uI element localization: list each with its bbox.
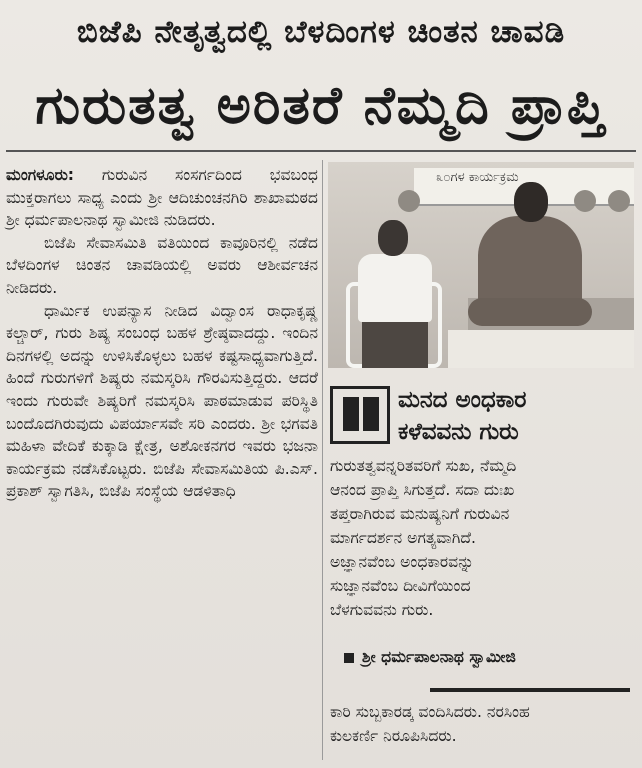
pull-quote-title-line: ಕಳೆವವನು ಗುರು [398,419,519,445]
pull-quote-line: ಗುರುತತ್ವವನ್ನರಿತವರಿಗೆ ಸುಖ, ನೆಮ್ಮದಿ [330,457,517,475]
column-divider [322,160,323,760]
continuation-line: ಕುಲಕರ್ಣಿ ನಿರೂಪಿಸಿದರು. [330,727,457,745]
article-body [6,164,318,503]
pull-quote-line: ಬೆಳಗುವವನು ಗುರು. [330,601,434,619]
pull-quote-attribution [344,648,634,667]
pull-quote-line: ಮಾರ್ಗದರ್ಶನ ಅಗತ್ಯವಾಗಿದೆ. [330,529,477,547]
continuation-line: ಕಾರಿ ಸುಬ್ಬಕಾರಡ್ಕ ವಂದಿಸಿದರು. ನರಸಿಂಹ [330,703,530,721]
stage-banner-text: ೩೦ಗಳ ಕಾರ್ಯಕ್ರಮ [436,170,519,185]
attribution-text: ಶ್ರೀ ಧರ್ಮಪಾಲನಾಥ ಸ್ವಾಮೀಜಿ [362,648,516,666]
pull-quote-line: ಆನಂದ ಪ್ರಾಪ್ತಿ ಸಿಗುತ್ತದೆ. ಸದಾ ದುಃಖ [330,481,515,499]
article-paragraph: ಧಾರ್ಮಿಕ ಉಪನ್ಯಾಸ ನೀಡಿದ ವಿದ್ವಾಂಸ ರಾಧಾಕೃಷ್ಣ ಕಲ್ಚಾರ್, ಗುರು ಶಿಷ್ಯ ಸಂಬಂಧ ಬಹಳ ಶ್ರೇಷ್ಠವಾದದ್ದು. ಇಂದಿನ ದಿನಗಳಲ್ಲಿ ಅದನ್ನು ಉಳಿಸಿಕೊಳ್ಳಲು ಬಹಳ ಕಷ್ಟಸಾಧ್ಯವಾಗುತ್ತಿದೆ. ಹಿಂದೆ ಗುರುಗಳಿಗೆ ಶಿಷ್ಯರು ನಮಸ್ಕರಿಸಿ ಗೌರವಿಸುತ್ತಿದ್ದರು. ಆದರೆ ಇಂದು ಗುರುವೇ ಶಿಷ್ಯರಿಗೆ ನಮಸ್ಕರಿಸಿ ಪಾಠಮಾಡುವ ಪರಿಸ್ಥಿತಿ ಬಂದೊದಗಿರುವುದು ವಿಪರ್ಯಾಸವೇ ಸರಿ ಎಂದರು. ಶ್ರೀ ಭಗವತಿ ಮಹಿಳಾ ವೇದಿಕೆ ಕುಕ್ಕಾಡಿ ಕ್ಷೇತ್ರ, ಅಶೋಕನಗರ ಇವರು ಭಜನಾ ಕಾರ್ಯಕ್ರಮ ನಡೆಸಿಕೊಟ್ಟರು. ಬಿಜೆಪಿ ಸೇವಾಸಮಿತಿಯ ಪಿ.ಎಸ್. ಪ್ರಕಾಶ್ ಸ್ವಾಗತಿಸಿ, ಬಿಜೆಪಿ ಸಂಸ್ಥೆಯ ಆಡಳಿತಾಧಿ [6,301,318,501]
dateline: ಮಂಗಳೂರು: [6,166,75,184]
lamp-icon [398,190,420,212]
pull-quote-body [330,454,634,622]
article-text: ಗುರುವಿನ ಸಂಸರ್ಗದಿಂದ ಭವಬಂಧ ಮುಕ್ತರಾಗಲು ಸಾಧ್ಯ ಎಂದು ಶ್ರೀ ಆದಿಚುಂಚನಗಿರಿ ಶಾಖಾಮಠದ ಶ್ರೀ ಧರ್ಮಪಾಲನಾಥ ಸ್ವಾಮೀಜಿ ನುಡಿದರು. [6,166,318,230]
pull-quote-line: ತಪ್ತರಾಗಿರುವ ಮನುಷ್ಯನಿಗೆ ಗುರುವಿನ [330,505,510,523]
article-paragraph: ಬಿಜೆಪಿ ಸೇವಾಸಮಿತಿ ವತಿಯಿಂದ ಕಾವೂರಿನಲ್ಲಿ ನಡೆದ ಬೆಳದಿಂಗಳ ಚಿಂತನ ಚಾವಡಿಯಲ್ಲಿ ಅವರು ಆಶೀರ್ವಚನ ನೀಡಿದರು. [6,233,318,297]
event-photo [328,162,634,368]
headline-rule [6,150,636,152]
article-continuation [330,700,634,748]
speaker-figure [358,254,432,322]
pull-quote-rule [430,688,630,692]
bullet-square-icon [344,653,354,663]
speaker-figure-head [378,220,408,256]
quote-mark-right [363,397,379,431]
lamp-icon [574,190,596,212]
quote-icon [330,386,390,444]
pull-quote-line: ಸುಜ್ಞಾನವೆಂಬ ದೀವಿಗೆಯಿಂದ [330,577,471,595]
article-paragraph [6,164,318,232]
main-headline: ಗುರುತತ್ವ ಅರಿತರೆ ನೆಮ್ಮದಿ ಪ್ರಾಪ್ತಿ [35,76,607,136]
swamiji-figure-lap [468,298,592,326]
lamp-icon [608,190,630,212]
kicker-headline: ಬಿಜೆಪಿ ನೇತೃತ್ವದಲ್ಲಿ ಬೆಳದಿಂಗಳ ಚಿಂತನ ಚಾವಡಿ [76,14,566,50]
quote-mark-left [343,397,359,431]
swamiji-figure-head [514,182,548,222]
seat-cushion [448,330,634,368]
pull-quote-title [398,384,634,448]
pull-quote-title-line: ಮನದ ಅಂಧಕಾರ [398,387,527,413]
pull-quote-line: ಅಜ್ಞಾನವೆಂಬ ಅಂಧಕಾರವನ್ನು [330,553,474,571]
